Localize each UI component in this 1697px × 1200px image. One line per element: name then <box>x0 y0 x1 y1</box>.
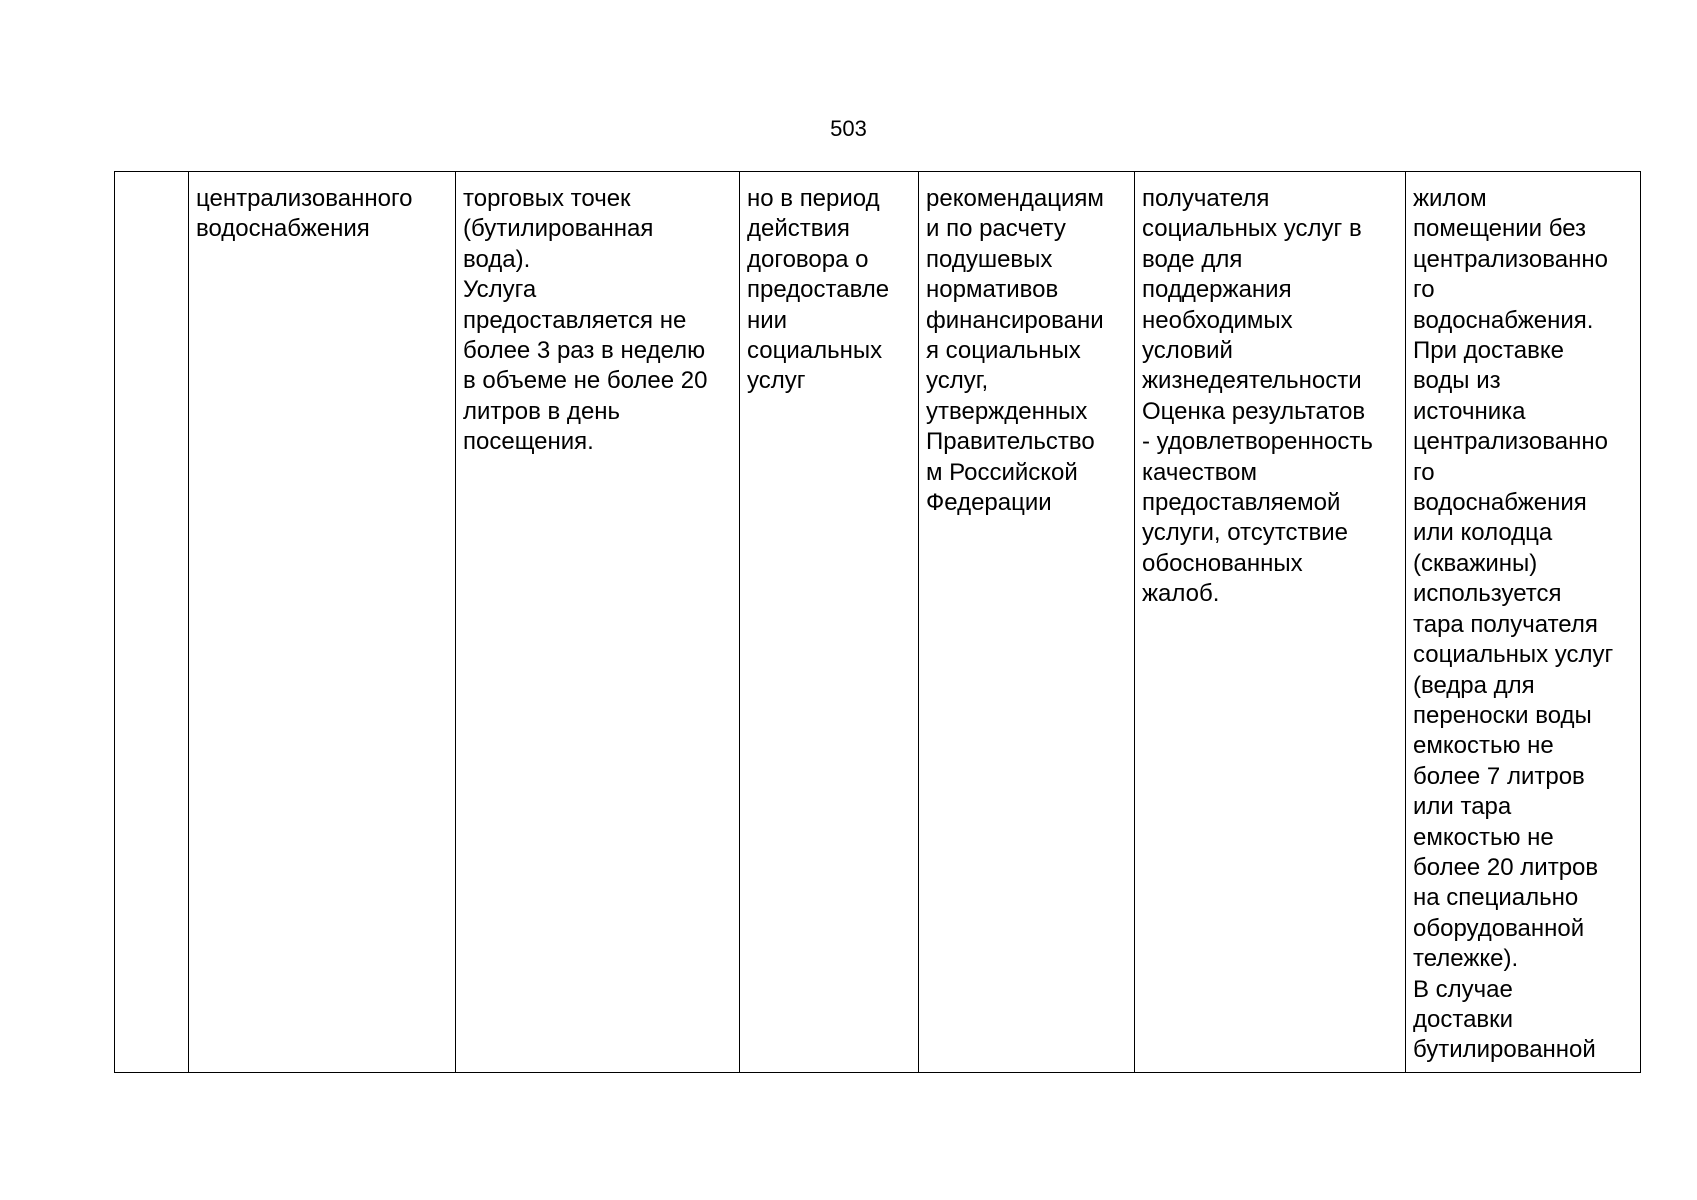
table-cell-conditions: жилом помещении без централизованно го водоснабжения. При доставке воды из источника централизованно го водоснабжения или колодца (скважины) используется тара получателя социальных услуг (ведра для переноски воды емкостью не более 7 литров или тара емкостью не более 20 литров на специально оборудованной тележке). В случае доставки бутилированной <box>1406 172 1641 1073</box>
table-cell-service-description: торговых точек (бутилированная вода). Услуга предоставляется не более 3 раз в неделю в объеме не более 20 литров в день посещения. <box>456 172 740 1073</box>
table-cell-service-condition: централизованного водоснабжения <box>189 172 456 1073</box>
page-number: 503 <box>830 116 867 141</box>
table-cell-quality-indicators: получателя социальных услуг в воде для поддержания необходимых условий жизнедеятельности Оценка результатов - удовлетворенность качеством предоставляемой услуги, отсутствие обоснованных жалоб. <box>1135 172 1406 1073</box>
table-row <box>115 172 1641 1073</box>
table-cell-number <box>115 172 189 1073</box>
table-cell-service-term: но в период действия договора о предоставле нии социальных услуг <box>740 172 919 1073</box>
services-table <box>114 171 1641 1073</box>
table-cell-funding-norms: рекомендациям и по расчету подушевых нормативов финансировани я социальных услуг, утвержденных Правительство м Российской Федерации <box>919 172 1135 1073</box>
